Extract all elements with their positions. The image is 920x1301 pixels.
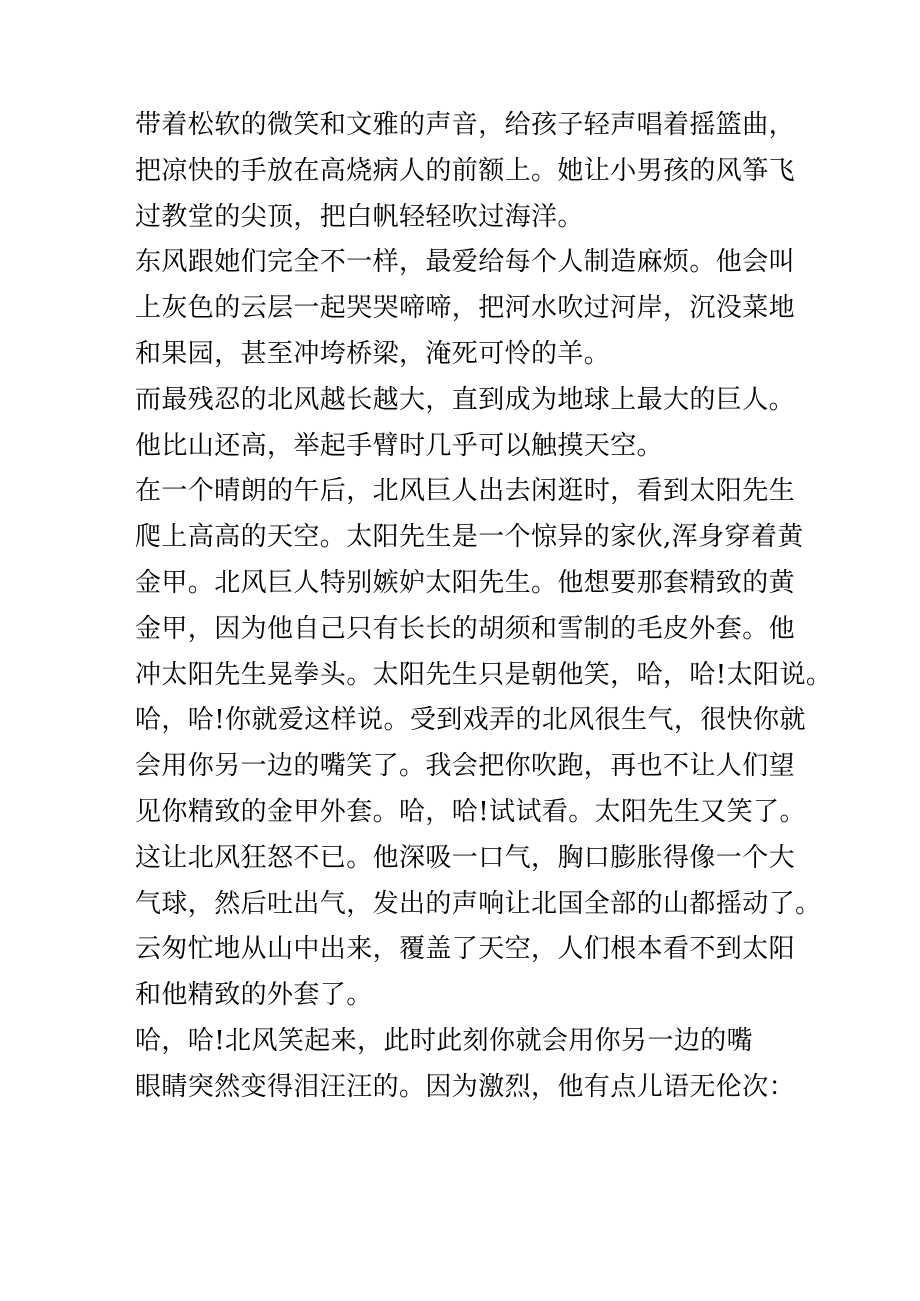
text-line: 过教堂的尖顶，把白帆轻轻吹过海洋。 bbox=[135, 201, 584, 232]
text-line: 金甲，因为他自己只有长长的胡须和雪制的毛皮外套。他 bbox=[135, 613, 796, 644]
text-line: 见你精致的金甲外套。哈，哈!试试看。太阳先生又笑了。 bbox=[135, 796, 806, 827]
text-line: 会用你另一边的嘴笑了。我会把你吹跑，再也不让人们望 bbox=[135, 751, 796, 782]
text-line: 眼睛突然变得泪汪汪的。因为激烈，他有点儿语无伦次： bbox=[135, 1071, 796, 1102]
text-line: 爬上高高的天空。太阳先生是一个惊异的家伙,浑身穿着黄 bbox=[135, 522, 804, 553]
text-line: 气球，然后吐出气，发出的声响让北国全部的山都摇动了。 bbox=[135, 888, 822, 919]
text-line: 他比山还高，举起手臂时几乎可以触摸天空。 bbox=[135, 430, 664, 461]
text-line: 东风跟她们完全不一样，最爱给每个人制造麻烦。他会叫 bbox=[135, 247, 796, 278]
text-line: 带着松软的微笑和文雅的声音，给孩子轻声唱着摇篮曲， bbox=[135, 110, 796, 140]
text-line: 云匆忙地从山中出来，覆盖了天空，人们根本看不到太阳 bbox=[135, 934, 796, 965]
text-line: 金甲。北风巨人特别嫉妒太阳先生。他想要那套精致的黄 bbox=[135, 567, 796, 598]
text-line: 在一个晴朗的午后，北风巨人出去闲逛时，看到太阳先生 bbox=[135, 476, 796, 507]
text-line: 哈，哈!你就爱这样说。受到戏弄的北风很生气，很快你就 bbox=[135, 705, 806, 736]
story-text bbox=[135, 103, 833, 1111]
text-line: 而最残忍的北风越长越大，直到成为地球上最大的巨人。 bbox=[135, 384, 796, 415]
text-line: 这让北风狂怒不已。他深吸一口气，胸口膨胀得像一个大 bbox=[135, 842, 796, 873]
text-line: 冲太阳先生晃拳头。太阳先生只是朝他笑，哈，哈!太阳说。 bbox=[135, 659, 833, 690]
text-line: 和他精致的外套了。 bbox=[135, 980, 373, 1011]
text-line: 哈，哈!北风笑起来，此时此刻你就会用你另一边的嘴 bbox=[135, 1025, 754, 1056]
text-line: 和果园，甚至冲垮桥梁，淹死可怜的羊。 bbox=[135, 338, 611, 369]
text-line: 把凉快的手放在高烧病人的前额上。她让小男孩的风筝飞 bbox=[135, 155, 796, 186]
text-line: 上灰色的云层一起哭哭啼啼，把河水吹过河岸，沉没菜地 bbox=[135, 293, 796, 324]
